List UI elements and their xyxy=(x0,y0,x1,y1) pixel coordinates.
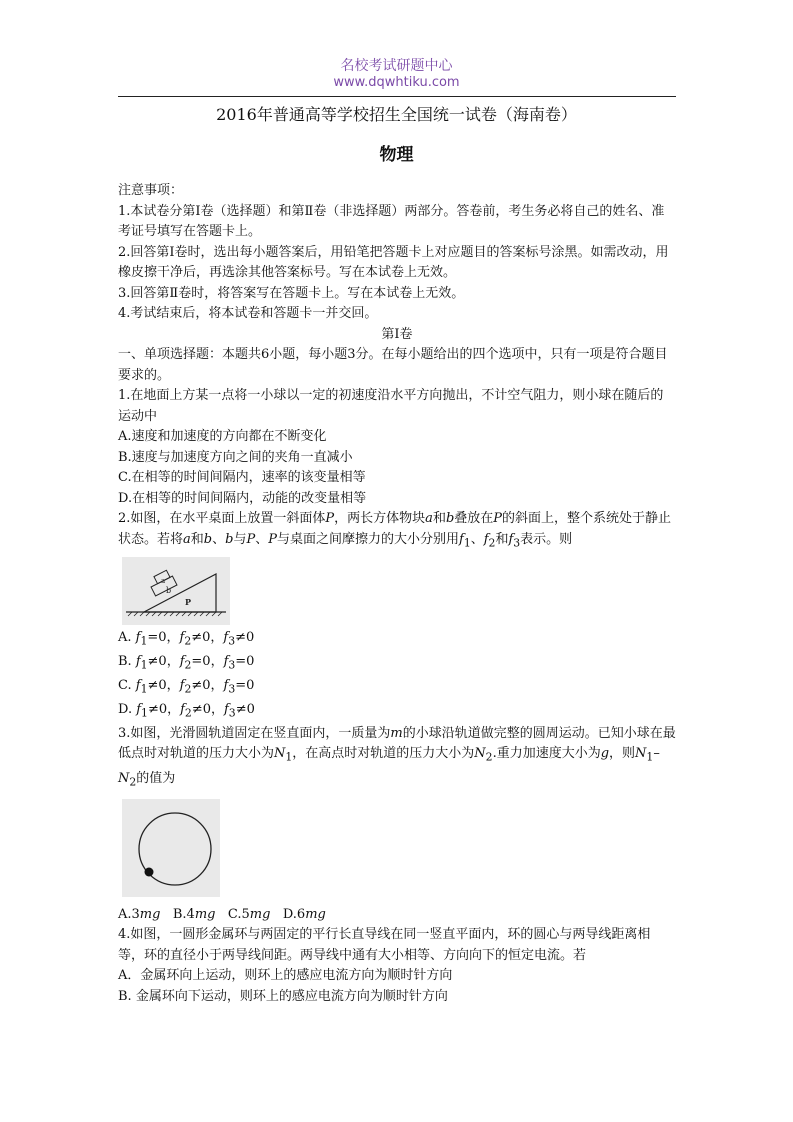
notice-item-1: 1.本试卷分第Ⅰ卷（选择题）和第Ⅱ卷（非选择题）两部分。答卷前，考生务必将自己的姓名、准考证号填写在答题卡上。 xyxy=(118,203,665,239)
notice-item-3: 3.回答第Ⅱ卷时，将答案写在答题卡上。写在本试卷上无效。 xyxy=(118,285,465,301)
q2-option-a: A. $f_1=0$，$f_2\ne 0$，$f_3\ne 0$ xyxy=(118,629,255,648)
incline-figure xyxy=(122,557,230,625)
header-url[interactable]: www.dqwhtiku.com xyxy=(333,75,460,90)
exam-title: 2016年普通高等学校招生全国统一试卷（海南卷） xyxy=(216,105,577,124)
page-header xyxy=(0,58,793,91)
q4-stem: 4.如图，一圆形金属环与两固定的平行长直导线在同一竖直平面内，环的圆心与两导线距离相等，环的直径小于两导线间距。两导线中通有大小相等、方向向下的恒定电流。若 xyxy=(118,927,651,963)
circle-track-figure xyxy=(122,799,220,897)
q3-options: A.3mg B.4mg C.5mg D.6mg xyxy=(118,906,326,922)
q1-option-a: A.速度和加速度的方向都在不断变化 xyxy=(118,429,327,444)
exam-content xyxy=(118,181,676,1007)
notice-item-4: 4.考试结束后，将本试卷和答题卡一并交回。 xyxy=(118,306,378,321)
q2-stem: 2.如图，在水平桌面上放置一斜面体P，两长方体物块a和b叠放在P的斜面上，整个系统处于静止状态。若将a和b、b与P、P与桌面之间摩擦力的大小分别用$f_1$、$f_2$和$f_3$表示。则 xyxy=(118,511,672,550)
q3-stem: 3.如图，光滑圆轨道固定在竖直面内，一质量为m的小球沿轨道做完整的圆周运动。已知小球在最低点时对轨道的压力大小为$N_1$，在高点时对轨道的压力大小为$N_2$.重力加速度大小为g，则$N_1-N_2$的值为 xyxy=(118,725,676,789)
q1-option-c: C.在相等的时间间隔内，速率的该变量相等 xyxy=(118,470,366,485)
exam-subject: 物理 xyxy=(379,145,414,165)
q4-option-a: A．金属环向上运动，则环上的感应电流方向为顺时针方向 xyxy=(118,968,453,984)
q4-option-b: B. 金属环向下运动，则环上的感应电流方向为顺时针方向 xyxy=(118,988,448,1004)
part1-title: 第Ⅰ卷 xyxy=(381,326,413,342)
q2-option-c: C. $f_1\ne 0$，$f_2\ne 0$，$f_3=0$ xyxy=(118,677,255,696)
q1-stem: 1.在地面上方某一点将一小球以一定的初速度沿水平方向抛出，不计空气阻力，则小球在随后的运动中 xyxy=(118,388,664,424)
q1-option-b: B.速度与加速度方向之间的夹角一直减小 xyxy=(118,449,353,465)
q1-option-d: D.在相等的时间间隔内，动能的改变量相等 xyxy=(118,490,367,506)
incline-label-p: P xyxy=(185,596,192,607)
q2-option-b: B. $f_1\ne 0$，$f_2=0$，$f_3=0$ xyxy=(118,653,255,672)
header-site-name: 名校考试研题中心 xyxy=(340,58,453,74)
notice-heading: 注意事项： xyxy=(118,183,184,198)
q2-option-d: D. $f_1\ne 0$，$f_2\ne 0$，$f_3\ne 0$ xyxy=(118,701,255,720)
header-rule xyxy=(118,96,676,97)
notice-item-2: 2.回答第Ⅰ卷时，选出每小题答案后，用铅笔把答题卡上对应题目的答案标号涂黑。如需改动，用橡皮擦干净后，再选涂其他答案标号。写在本试卷上无效。 xyxy=(118,244,669,280)
incline-label-b: b xyxy=(166,585,172,595)
section-intro: 一、单项选择题：本题共6小题，每小题3分。在每小题给出的四个选项中，只有一项是符合题目要求的。 xyxy=(118,347,668,383)
incline-label-a: a xyxy=(161,576,166,585)
